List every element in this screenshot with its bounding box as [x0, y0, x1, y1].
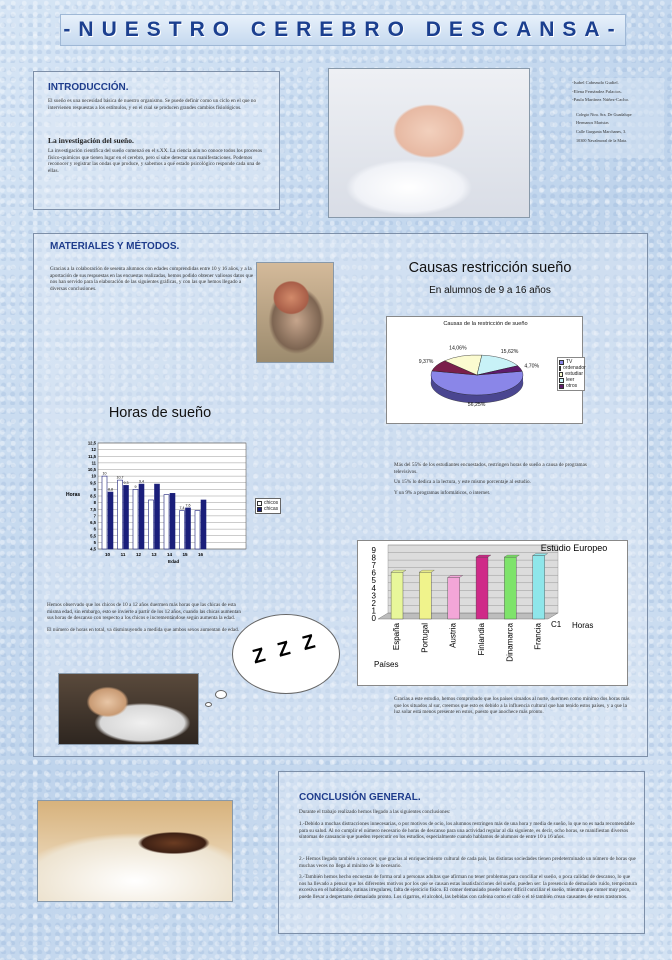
legend-swatch	[559, 384, 564, 389]
school-4: 10300 Navalmoral de la Mata.	[576, 137, 628, 143]
europe-x-tick: España	[392, 623, 402, 651]
europe-chart-svg	[358, 541, 629, 687]
authors-box	[572, 78, 664, 158]
hours-x-tick: 13	[151, 552, 157, 557]
europe-bar	[448, 577, 460, 619]
europe-y-tick: 4	[371, 583, 376, 593]
thought-bubble-small	[215, 690, 227, 699]
brain-head-photo	[256, 262, 334, 363]
legend-label: ordenador	[563, 365, 586, 371]
hours-bar	[108, 492, 113, 549]
hours-y-tick: 9,5	[90, 480, 96, 486]
hours-x-tick: 10	[104, 552, 111, 557]
conclusion-intro: Durante el trabajo realizado hemos llegado a las siguientes conclusiones:	[299, 809, 451, 815]
sleeping-boy-photo	[58, 673, 199, 745]
europe-series-label: C1	[551, 620, 562, 629]
intro-panel	[33, 71, 280, 210]
hours-data-label: 10,7	[116, 475, 124, 480]
europe-floor	[378, 613, 558, 619]
hours-x-tick: 12	[135, 552, 142, 557]
hours-y-tick: 9	[93, 486, 96, 492]
pie-legend-item	[559, 383, 583, 389]
europe-y-tick: 6	[371, 568, 376, 578]
europe-y-label: Horas	[572, 621, 594, 630]
hours-bar	[133, 489, 138, 549]
hours-y-tick: 8,5	[90, 493, 96, 499]
hours-bar	[164, 495, 169, 549]
hours-data-label: 9,3	[123, 480, 129, 485]
author-3: -Paula Martínez Núñez-Cacho.	[572, 97, 630, 103]
europe-chart-title: Estudio Europeo	[540, 543, 608, 553]
europe-y-tick: 5	[371, 576, 376, 586]
hours-bar	[155, 484, 160, 549]
poster-title: -NUESTRO CEREBRO DESCANSA-	[63, 18, 623, 41]
europe-y-tick: 0	[371, 614, 376, 623]
europe-y-tick: 2	[371, 598, 376, 608]
pie-legend	[557, 357, 585, 391]
hours-bar	[195, 511, 200, 549]
europe-bar	[476, 557, 488, 619]
hours-y-tick: 10	[91, 473, 96, 479]
hours-x-tick: 11	[120, 552, 126, 557]
legend-label: leer	[566, 377, 575, 383]
intro-text: El sueño es una necesidad básica de nuestro organismo. Se puede definir como un ciclo en el que no intervienen respuestas a los estímulos, y en el cual se producen grandes cambios fisiológicos.	[48, 98, 257, 111]
conclusion-panel	[278, 771, 645, 934]
research-heading: La investigación del sueño.	[48, 136, 134, 145]
author-1: -Isabel Cabezudo Gudiel.	[572, 80, 619, 85]
hours-y-tick: 12	[91, 447, 96, 453]
hours-text-2: El número de horas en total, va disminuyendo a medida que ambos sexos aumentan de edad.	[47, 626, 240, 633]
sleeping-woman-photo	[37, 800, 233, 902]
hours-y-tick: 5	[93, 539, 96, 545]
europe-x-tick: Dinamarca	[505, 623, 515, 662]
pie-chart-box	[386, 316, 586, 424]
conclusion-point-3: 3.-También hemos hecho encuestas de forma oral a personas adultas que afirman no tener problemas para conciliar el sueño, o poca calidad de descanso, lo que nos ha llevado a pensar que los diferentes motivos por los que se causan estas insatisfacciones del sueño, pueden ser: la presencia de demasiado ruido, temperatura excesiva en el habitáculo, rutinas irregulares, falta de ejercicio físico. El comer demasiado puede hacer difícil conciliar el sueño, mientras que comer muy poco, puede llevar a despertarse demasiado pronto. Los cigarros, el alcohol, las bebidas con cafeína como el café o el té también crean causantes de estos trastornos.	[299, 874, 637, 900]
research-text: La investigación científica del sueño comenzó en el s.XX. La ciencia aún no conoce todos los procesos físico-químicos que tienen lugar en el cerebro, pero sí sabe detectar sus manifestaciones. Podemos reconocer y registrar las ondas que produce, y sabemos a qué estado psicológico responde cada una de ellas.	[48, 148, 263, 174]
hours-y-tick: 8	[93, 500, 96, 506]
europe-y-tick: 8	[371, 553, 376, 563]
methods-heading: MATERIALES Y MÉTODOS.	[50, 241, 180, 252]
hours-data-label: 10	[102, 471, 107, 476]
europe-x-tick: Portugal	[420, 623, 430, 653]
europe-x-tick: Austria	[448, 623, 458, 648]
pie-text-3: Y un 9% a programas informáticos, o internet.	[394, 489, 491, 496]
pie-chart-svg	[387, 317, 584, 425]
europe-x-tick: Finlandia	[477, 623, 487, 656]
legend-label: chicos	[264, 500, 279, 506]
conclusion-point-1: 1.-Debido a muchas distracciones innecesarias, o por motivos de ocio, los alumnos restringen más de una hora y media de sueño, lo que no es nada recomendable para su salud. Al no cumplir el número necesario de horas de descanso para una actividad regular al día siguiente, es decir, ocho horas, se manifiestan diversos síntomas de cansancio que pueden repercutir en los estudios, especialmente cuando hablamos de alumnos de entre 10 a 16 años.	[299, 821, 635, 841]
hours-y-tick: 6	[93, 526, 96, 532]
hours-text-1: Hemos observado que los chicos de 10 a 12 años duermen más horas que las chicas de esta misma edad, sin embargo, esto se invierte a partir de los 12 años, cuando las chicas aumentan sus horas de descanso con respecto a los chicos e incrementándose según aumenta la edad.	[47, 602, 241, 622]
europe-explanation: Gracias a este estudio, hemos comprobado que los países situados al norte, duermen como mínimo dos horas más que los situados al sur, creemos que esto es debido a la influencia cultural que han tenido estos países, y a que la luz solar está menos presente en estos, puesto que anochece más pronto.	[394, 696, 630, 716]
hours-data-label: 8,8	[108, 487, 113, 492]
hours-y-tick: 7,5	[90, 506, 96, 512]
hours-bar	[139, 484, 144, 549]
sleep-z-letters: Z Z Z	[250, 629, 322, 669]
pie-chart-title: Causas de la restricción de sueño	[443, 321, 528, 327]
school-1: Colegio Ntra. Sra. De Guadalupe	[576, 111, 632, 117]
sleeping-baby-photo	[328, 68, 530, 218]
europe-y-tick: 9	[371, 546, 376, 555]
europe-bar	[533, 556, 545, 619]
hours-bar	[170, 493, 175, 549]
pie-data-label: 14,06%	[449, 345, 467, 352]
legend-swatch	[257, 507, 262, 512]
pie-explanation	[394, 462, 594, 496]
hours-x-tick: 15	[182, 552, 188, 557]
europe-bar	[391, 572, 403, 619]
hours-chart-box	[60, 438, 292, 568]
hours-bar	[118, 480, 123, 549]
intro-heading: INTRODUCCIÓN.	[48, 82, 129, 93]
hours-bar	[186, 508, 191, 549]
pie-text-1: Más del 55% de los estudiantes encuestados, restringen horas de sueño a causa de programas televisivos.	[394, 462, 587, 475]
europe-bar	[419, 572, 431, 619]
hours-data-label: 9	[134, 484, 137, 489]
pie-data-label: 15,62%	[500, 349, 519, 356]
hours-y-label: Horas	[66, 492, 81, 498]
hours-bar	[102, 476, 107, 549]
europe-chart-box	[357, 540, 628, 686]
legend-label: TV	[566, 359, 573, 365]
pie-data-label: 4,70%	[524, 363, 540, 370]
hours-data-label: 7,6	[185, 503, 191, 508]
hours-y-tick: 5,5	[90, 533, 96, 539]
hours-bar	[149, 500, 154, 549]
legend-swatch	[257, 501, 262, 506]
hours-bar	[201, 500, 206, 549]
author-2: -Elena Fernández Palacios.	[572, 88, 622, 94]
pie-text-2: Un 15% lo dedica a la lectura, y este mismo porcentaje al estudio.	[394, 479, 531, 486]
hours-y-tick: 12,5	[87, 440, 96, 446]
poster-title-bar	[60, 14, 626, 46]
europe-back-wall	[388, 545, 558, 613]
school-3: Calle Gurgunta Marchanes, 3.	[576, 128, 627, 134]
legend-label: otros	[566, 383, 578, 389]
hours-bar	[180, 511, 185, 549]
methods-text: Gracias a la colaboración de sesenta alumnos con edades comprendidas entre 10 y 16 años, y a la aportación de sus respuestas en las encuestas realizadas, hemos podido obtener valiosos datos que nos han servido para la elaboración de las siguientes gráficas, y con las que hemos llegado a diversas conclusiones.	[50, 266, 254, 292]
europe-y-tick: 3	[371, 591, 376, 601]
hours-bar	[124, 485, 129, 549]
europe-y-tick: 1	[371, 606, 376, 616]
pie-data-label: 9,37%	[418, 359, 434, 366]
conclusion-point-2: 2.- Hemos llegado también a conocer, que gracias al enriquecimiento cultural de cada país, las distintas sociedades tienen predeterminado un número de horas que muchas veces no llega al mínimo de lo necesario.	[299, 856, 636, 869]
europe-y-tick: 7	[371, 561, 376, 571]
hours-explanation	[47, 602, 247, 633]
pie-data-label: 56,25%	[467, 401, 486, 408]
legend-swatch	[559, 378, 564, 383]
legend-swatch	[559, 360, 564, 365]
hours-y-tick: 6,5	[90, 520, 96, 525]
hours-data-label: 7,4	[179, 506, 185, 511]
europe-x-label: Países	[374, 660, 399, 669]
hours-y-tick: 11,5	[88, 453, 96, 459]
conclusion-heading: CONCLUSIÓN GENERAL.	[299, 792, 421, 803]
hours-y-tick: 10,5	[87, 467, 96, 472]
europe-x-tick: Francia	[533, 623, 543, 650]
hours-chart-title: Horas de sueño	[108, 405, 212, 421]
legend-label: chicas	[264, 506, 279, 512]
hours-legend-item	[257, 506, 279, 512]
hours-y-tick: 4,5	[90, 546, 96, 552]
thought-bubble-tiny	[205, 702, 212, 707]
school-2: Hermanos Maristas	[576, 120, 609, 126]
europe-bar	[504, 557, 516, 619]
hours-x-tick: 16	[197, 552, 204, 557]
legend-swatch	[559, 372, 563, 377]
pie-subtitle: En alumnos de 9 a 16 años	[429, 285, 551, 296]
pie-main-title: Causas restricción sueño	[408, 260, 572, 276]
legend-label: estudiar	[565, 371, 583, 377]
hours-legend	[255, 498, 281, 514]
hours-y-tick: 11	[91, 460, 96, 466]
hours-data-label: 9,4	[139, 479, 144, 484]
hours-y-tick: 7	[93, 513, 96, 519]
hours-x-label: Edad	[168, 559, 180, 564]
hours-x-tick: 14	[166, 552, 173, 557]
legend-swatch	[559, 366, 561, 371]
